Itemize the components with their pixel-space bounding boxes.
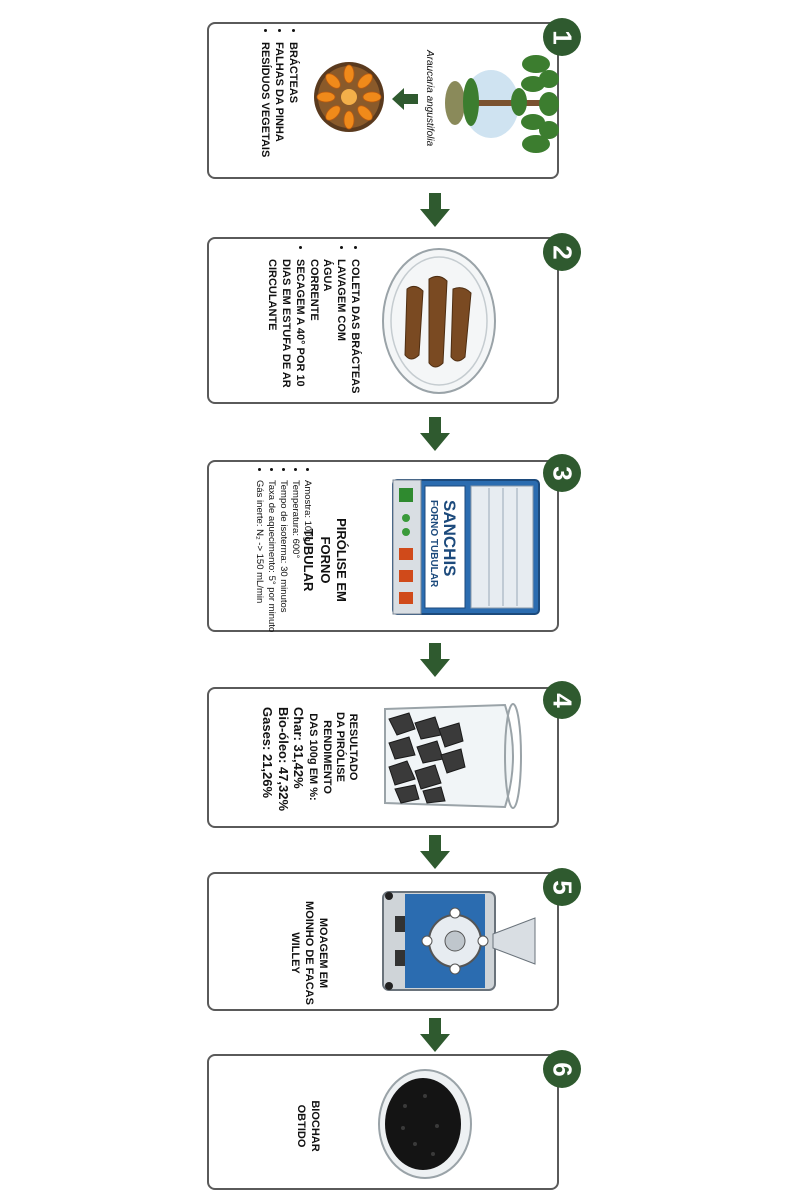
result-bio-oleo: Bio-óleo: 47,32%: [275, 707, 291, 812]
tube-furnace-illustration: [385, 474, 543, 629]
result-gases: Gases: 21,26%: [260, 707, 276, 799]
step-5-title: [288, 898, 329, 1008]
willey-mill-illustration: [375, 882, 545, 1005]
step-title: RESULTADO DA PIRÓLISE: [333, 712, 359, 782]
step-number: 5: [547, 879, 578, 895]
list-item: • Amostra: 100g: [301, 480, 313, 632]
list-item: [306, 259, 347, 349]
down-arrow-icon: [420, 417, 450, 451]
step-2-box: [207, 237, 559, 404]
step-number: 2: [547, 244, 578, 260]
step-1-list: [258, 30, 299, 157]
list-item: [265, 259, 306, 409]
step-4-badge: [543, 681, 581, 719]
down-arrow-icon: [420, 1018, 450, 1052]
step-1-badge: [543, 18, 581, 56]
step-3-badge: [543, 454, 581, 492]
araucaria-tree-illustration: [441, 44, 561, 167]
furnace-type: FORNO TUBULAR: [428, 500, 439, 588]
furnace-brand: SANCHIS: [440, 500, 459, 577]
step-6-box: [207, 1054, 559, 1190]
list-item: • BRÁCTEAS: [285, 42, 299, 157]
list-item: • Temperatura: 600°: [289, 480, 301, 632]
step-3-list: [254, 468, 313, 632]
step-subtitle: RENDIMENTO DAS 100g EM %:: [307, 713, 333, 801]
step-title: MOAGEM EM MOINHO DE FACAS WILLEY: [289, 901, 329, 1005]
step-5-box: [207, 872, 559, 1011]
step-title: BIOCHAR OBTIDO: [295, 1100, 321, 1152]
list-item-text: SECAGEM A 40° POR 10 DIAS EM ESTUFA DE AR CIRCULANTE: [266, 259, 306, 388]
species-name: Araucaria angustifolia: [424, 50, 435, 147]
result-char: Char: 31,42%: [291, 707, 307, 789]
list-item: • Tempo de isoterma: 30 minutos: [277, 480, 289, 632]
step-3-box: [207, 460, 559, 632]
step-number: 1: [547, 29, 578, 45]
step-title: PIRÓLISE EM FORNO TUBULAR: [301, 518, 349, 602]
step-6-badge: [543, 1050, 581, 1088]
step-1-box: [207, 22, 559, 179]
down-arrow-icon: [420, 835, 450, 869]
beaker-char-illustration: [375, 699, 525, 818]
furnace-brand-label: [428, 500, 459, 587]
down-arrow-icon: [420, 193, 450, 227]
biochar-dish-illustration: [375, 1066, 475, 1187]
list-item: • RESÍDUOS VEGETAIS: [258, 42, 272, 157]
step-4-box: [207, 687, 559, 828]
list-item: • Taxa de aquecimento: 5° por minuto: [266, 480, 278, 632]
step-2-list: [265, 247, 361, 409]
down-arrow-icon: [420, 643, 450, 677]
step-number: 3: [547, 465, 578, 481]
step-6-title: [294, 1096, 322, 1156]
step-5-badge: [543, 868, 581, 906]
list-item-text: LAVAGEM COM ÁGUA CORRENTE: [307, 259, 348, 342]
step-number: 6: [547, 1061, 578, 1077]
left-arrow-icon: [392, 88, 418, 115]
list-item: • FALHAS DA PINHA: [272, 42, 286, 157]
species-label: [424, 50, 435, 146]
petri-dish-bracts-illustration: [379, 245, 499, 402]
pinha-cross-section-illustration: [312, 60, 386, 139]
step-4-text: [259, 707, 359, 811]
step-2-badge: [543, 233, 581, 271]
list-item: • Gás inerte: N₂ -> 150 mL/min: [254, 480, 266, 632]
list-item: • COLETA DAS BRÁCTEAS: [347, 259, 361, 409]
step-number: 4: [547, 692, 578, 708]
